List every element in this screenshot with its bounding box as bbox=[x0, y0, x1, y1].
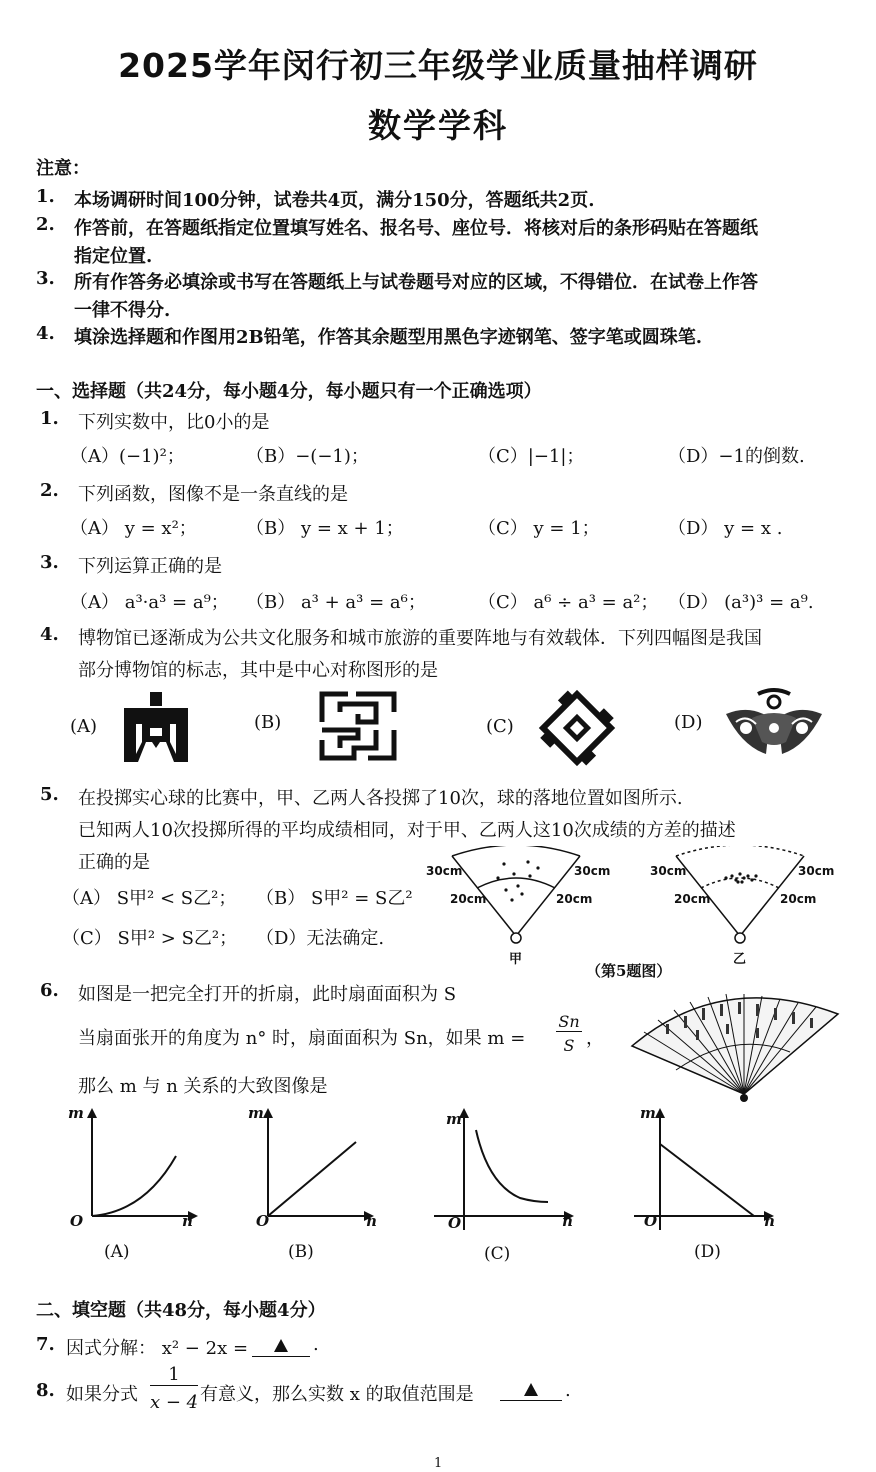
q2-option-b: （B） y = x + 1； bbox=[246, 518, 404, 539]
q6-fraction-denominator: S bbox=[563, 1036, 575, 1055]
q5-stem-line3: 正确的是 bbox=[78, 852, 150, 873]
q5-jia-caption: 甲 bbox=[509, 952, 523, 967]
notice-item-2-line2: 指定位置. bbox=[74, 246, 153, 267]
triangle-icon bbox=[524, 1383, 538, 1396]
q2-option-a: （A） y = x²； bbox=[70, 518, 197, 539]
q5-yi-label-30-right: 30cm bbox=[798, 864, 835, 878]
q5-jia-label-30-right: 30cm bbox=[574, 864, 611, 878]
q1-stem: 下列实数中，比0小的是 bbox=[78, 412, 270, 433]
q8-period: . bbox=[565, 1380, 571, 1401]
q6-graph-b-n-label: n bbox=[366, 1212, 377, 1230]
page-subtitle: 数学学科 bbox=[368, 106, 508, 145]
q6-stem-comma: ， bbox=[586, 1028, 604, 1049]
q6-graph-c-m-label: m bbox=[446, 1110, 462, 1128]
q1-option-d: （D）−1的倒数. bbox=[668, 446, 805, 467]
notice-heading: 注意： bbox=[36, 158, 90, 179]
q5-option-b: （B） S甲² = S乙² bbox=[256, 888, 413, 909]
q6-graph-c-origin: O bbox=[448, 1214, 462, 1232]
q8-fraction-denominator: x − 4 bbox=[150, 1392, 199, 1413]
q1-number: 1. bbox=[40, 408, 59, 429]
q4-option-c: (C) bbox=[486, 716, 514, 737]
q4-stem-line1: 博物馆已逐渐成为公共文化服务和城市旅游的重要阵地与有效载体．下列四幅图是我国 bbox=[78, 628, 762, 649]
q1-option-b: （B）−(−1)； bbox=[246, 446, 369, 467]
q5-option-d: （D）无法确定. bbox=[256, 928, 385, 949]
q6-graph-a-m-label: m bbox=[68, 1104, 84, 1122]
q6-fraction-numerator: Sn bbox=[556, 1012, 582, 1032]
q6-graph-a-caption: (A) bbox=[104, 1242, 130, 1262]
q3-option-d: （D） (a³)³ = a⁹. bbox=[668, 592, 814, 613]
q1-option-a: （A）(−1)²； bbox=[70, 446, 185, 467]
q5-stem-line1: 在投掷实心球的比赛中，甲、乙两人各投掷了10次，球的落地位置如图所示. bbox=[78, 788, 683, 809]
q5-jia-label-30-left: 30cm bbox=[426, 864, 463, 878]
notice-num-3: 3. bbox=[36, 268, 55, 289]
notice-item-4: 填涂选择题和作图用2B铅笔，作答其余题型用黑色字迹钢笔、签字笔或圆珠笔. bbox=[74, 327, 703, 348]
q6-graph-d-origin: O bbox=[644, 1212, 658, 1230]
q3-option-c: （C） a⁶ ÷ a³ = a²； bbox=[478, 592, 659, 613]
q8-number: 8. bbox=[36, 1380, 55, 1401]
folding-fan-image bbox=[626, 990, 844, 1110]
q5-jia-label-20-right: 20cm bbox=[556, 892, 593, 906]
q6-graph-b-origin: O bbox=[256, 1212, 270, 1230]
page-number: 1 bbox=[434, 1456, 443, 1471]
museum-logo-b bbox=[318, 688, 398, 764]
q6-stem-line1: 如图是一把完全打开的折扇，此时扇面面积为 S bbox=[78, 984, 457, 1005]
q5-figure-caption: （第5题图） bbox=[586, 962, 672, 980]
q6-graph-b-m-label: m bbox=[248, 1104, 264, 1122]
q3-stem: 下列运算正确的是 bbox=[78, 556, 222, 577]
q6-graph-a-origin: O bbox=[70, 1212, 84, 1230]
q3-option-a: （A） a³·a³ = a⁹； bbox=[70, 592, 229, 613]
q8-stem-post: 有意义，那么实数 x 的取值范围是 bbox=[200, 1384, 474, 1405]
q6-stem-line2: 当扇面张开的角度为 n° 时，扇面面积为 Sn，如果 m = bbox=[78, 1028, 526, 1049]
q6-graph-d-n-label: n bbox=[764, 1212, 775, 1230]
notice-num-4: 4. bbox=[36, 323, 55, 344]
q4-option-d: (D) bbox=[674, 712, 703, 733]
q6-graph-d-caption: (D) bbox=[694, 1242, 721, 1262]
q4-stem-line2: 部分博物馆的标志，其中是中心对称图形的是 bbox=[78, 660, 438, 681]
q5-yi-label-20-right: 20cm bbox=[780, 892, 817, 906]
q5-jia-label-20-left: 20cm bbox=[450, 892, 487, 906]
q8-answer-blank[interactable] bbox=[500, 1380, 562, 1401]
notice-item-3-line1: 所有作答务必填涂或书写在答题纸上与试卷题号对应的区域，不得错位．在试卷上作答 bbox=[74, 272, 758, 293]
q6-graph-c-n-label: n bbox=[562, 1212, 573, 1230]
notice-num-1: 1. bbox=[36, 186, 55, 207]
q6-graph-b-caption: (B) bbox=[288, 1242, 314, 1262]
q3-option-b: （B） a³ + a³ = a⁶； bbox=[246, 592, 426, 613]
section2-heading: 二、填空题（共48分，每小题4分） bbox=[36, 1300, 326, 1321]
q7-period: . bbox=[313, 1334, 319, 1355]
q5-yi-label-30-left: 30cm bbox=[650, 864, 687, 878]
triangle-icon bbox=[274, 1339, 288, 1352]
notice-item-1: 本场调研时间100分钟，试卷共4页，满分150分，答题纸共2页. bbox=[74, 190, 595, 211]
museum-logo-d bbox=[722, 684, 826, 764]
notice-item-3-line2: 一律不得分. bbox=[74, 300, 171, 321]
q6-graph-a-n-label: n bbox=[182, 1212, 193, 1230]
q6-graph-c-caption: (C) bbox=[484, 1244, 511, 1264]
q7-number: 7. bbox=[36, 1334, 55, 1355]
q5-yi-label-20-left: 20cm bbox=[674, 892, 711, 906]
q7-answer-blank[interactable] bbox=[252, 1336, 310, 1357]
q4-option-a: (A) bbox=[70, 716, 98, 737]
q6-graph-d-m-label: m bbox=[640, 1104, 656, 1122]
museum-logo-a bbox=[120, 690, 192, 762]
notice-item-2-line1: 作答前，在答题纸指定位置填写姓名、报名号、座位号．将核对后的条形码贴在答题纸 bbox=[74, 218, 758, 239]
q2-stem: 下列函数，图像不是一条直线的是 bbox=[78, 484, 348, 505]
q8-stem-pre: 如果分式 bbox=[66, 1384, 138, 1405]
q4-number: 4. bbox=[40, 624, 59, 645]
q5-stem-line2: 已知两人10次投掷所得的平均成绩相同，对于甲、乙两人这10次成绩的方差的描述 bbox=[78, 820, 736, 841]
q8-fraction-numerator: 1 bbox=[150, 1364, 198, 1386]
q7-stem: 因式分解： x² − 2x = bbox=[66, 1338, 249, 1359]
q4-option-b: (B) bbox=[254, 712, 282, 733]
q6-number: 6. bbox=[40, 980, 59, 1001]
q2-option-d: （D） y = x . bbox=[668, 518, 783, 539]
q6-stem-line3: 那么 m 与 n 关系的大致图像是 bbox=[78, 1076, 328, 1097]
q2-option-c: （C） y = 1； bbox=[478, 518, 600, 539]
q5-option-c: （C） S甲² > S乙²； bbox=[62, 928, 238, 949]
q1-option-c: （C）|−1|； bbox=[478, 446, 585, 467]
page-title: 2025学年闵行初三年级学业质量抽样调研 bbox=[118, 46, 758, 85]
q5-yi-caption: 乙 bbox=[733, 952, 747, 967]
section1-heading: 一、选择题（共24分，每小题4分，每小题只有一个正确选项） bbox=[36, 381, 542, 402]
q5-number: 5. bbox=[40, 784, 59, 805]
q2-number: 2. bbox=[40, 480, 59, 501]
q3-number: 3. bbox=[40, 552, 59, 573]
q5-option-a: （A） S甲² < S乙²； bbox=[62, 888, 237, 909]
museum-logo-c bbox=[536, 688, 618, 768]
notice-num-2: 2. bbox=[36, 214, 55, 235]
